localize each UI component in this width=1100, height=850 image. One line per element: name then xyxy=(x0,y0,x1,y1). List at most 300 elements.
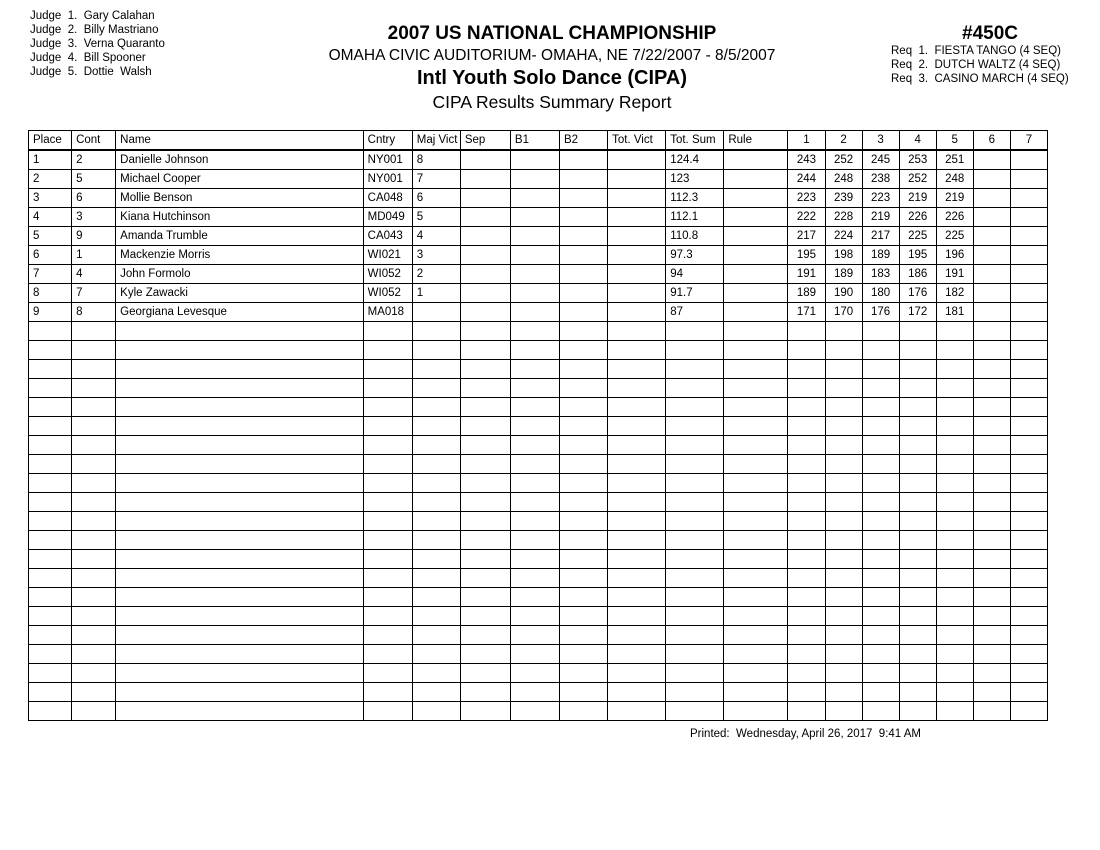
cell-sep xyxy=(460,626,510,645)
cell-tot-vict xyxy=(608,150,666,170)
cell-judge-7 xyxy=(1010,379,1047,398)
col-header-b2: B2 xyxy=(560,131,608,151)
cell-rule xyxy=(724,626,788,645)
cell-judge-1 xyxy=(788,493,825,512)
cell-judge-3 xyxy=(862,569,899,588)
cell-tot-sum xyxy=(666,531,724,550)
cell-name: Amanda Trumble xyxy=(116,227,363,246)
cell-judge-4 xyxy=(899,626,936,645)
cell-judge-4 xyxy=(899,341,936,360)
cell-b1 xyxy=(510,474,559,493)
cell-maj-vict: 7 xyxy=(412,170,460,189)
cell-cont xyxy=(72,398,116,417)
cell-judge-1: 191 xyxy=(788,265,825,284)
event-number: #450C xyxy=(962,23,1018,44)
cell-tot-vict xyxy=(608,189,666,208)
cell-judge-7 xyxy=(1010,208,1047,227)
cell-judge-7 xyxy=(1010,512,1047,531)
cell-name xyxy=(116,607,363,626)
cell-name xyxy=(116,588,363,607)
cell-cont xyxy=(72,607,116,626)
cell-cont: 7 xyxy=(72,284,116,303)
cell-judge-4: 186 xyxy=(899,265,936,284)
cell-judge-6 xyxy=(973,189,1010,208)
cell-cont xyxy=(72,417,116,436)
cell-tot-sum xyxy=(666,607,724,626)
cell-tot-sum xyxy=(666,588,724,607)
cell-sep xyxy=(460,303,510,322)
requirement-3: Req 3. CASINO MARCH (4 SEQ) xyxy=(891,73,1069,85)
cell-tot-vict xyxy=(608,417,666,436)
cell-maj-vict xyxy=(412,588,460,607)
cell-cont xyxy=(72,379,116,398)
cell-tot-vict xyxy=(608,493,666,512)
cell-judge-5 xyxy=(936,607,973,626)
cell-judge-5: 196 xyxy=(936,246,973,265)
cell-rule xyxy=(724,588,788,607)
cell-place xyxy=(29,341,72,360)
cell-b1 xyxy=(510,284,559,303)
cell-tot-vict xyxy=(608,683,666,702)
cell-judge-5 xyxy=(936,588,973,607)
cell-maj-vict: 3 xyxy=(412,246,460,265)
cell-tot-vict xyxy=(608,626,666,645)
cell-judge-2 xyxy=(825,683,862,702)
cell-maj-vict: 8 xyxy=(412,150,460,170)
cell-judge-2 xyxy=(825,626,862,645)
cell-cntry xyxy=(363,398,412,417)
cell-tot-sum: 123 xyxy=(666,170,724,189)
cell-tot-vict xyxy=(608,227,666,246)
cell-maj-vict xyxy=(412,455,460,474)
table-row-empty xyxy=(29,531,1048,550)
cell-judge-2 xyxy=(825,550,862,569)
cell-b2 xyxy=(560,436,608,455)
table-row-empty xyxy=(29,512,1048,531)
cell-b2 xyxy=(560,474,608,493)
cell-judge-1 xyxy=(788,398,825,417)
cell-place xyxy=(29,607,72,626)
cell-judge-5 xyxy=(936,436,973,455)
cell-sep xyxy=(460,550,510,569)
cell-judge-6 xyxy=(973,436,1010,455)
cell-judge-5: 248 xyxy=(936,170,973,189)
cell-judge-2 xyxy=(825,417,862,436)
cell-tot-sum: 112.1 xyxy=(666,208,724,227)
cell-cont: 2 xyxy=(72,150,116,170)
cell-judge-1 xyxy=(788,645,825,664)
cell-b1 xyxy=(510,664,559,683)
cell-judge-7 xyxy=(1010,607,1047,626)
cell-tot-vict xyxy=(608,607,666,626)
cell-b1 xyxy=(510,341,559,360)
cell-b1 xyxy=(510,322,559,341)
cell-name xyxy=(116,436,363,455)
cell-judge-2 xyxy=(825,436,862,455)
table-row xyxy=(29,265,1048,284)
cell-judge-1 xyxy=(788,626,825,645)
cell-name xyxy=(116,341,363,360)
cell-judge-3 xyxy=(862,322,899,341)
cell-judge-3 xyxy=(862,379,899,398)
cell-judge-2: 248 xyxy=(825,170,862,189)
cell-judge-7 xyxy=(1010,588,1047,607)
cell-sep xyxy=(460,265,510,284)
cell-tot-sum xyxy=(666,683,724,702)
table-row xyxy=(29,170,1048,189)
cell-name xyxy=(116,683,363,702)
col-header-maj-vict: Maj Vict xyxy=(412,131,460,151)
cell-sep xyxy=(460,189,510,208)
cell-judge-2: 239 xyxy=(825,189,862,208)
table-row-empty xyxy=(29,569,1048,588)
cell-judge-2: 190 xyxy=(825,284,862,303)
cell-cntry: MA018 xyxy=(363,303,412,322)
cell-b2 xyxy=(560,588,608,607)
cell-tot-vict xyxy=(608,398,666,417)
cell-cntry xyxy=(363,436,412,455)
cell-judge-7 xyxy=(1010,531,1047,550)
cell-cntry xyxy=(363,379,412,398)
cell-sep xyxy=(460,455,510,474)
cell-rule xyxy=(724,474,788,493)
cell-maj-vict xyxy=(412,569,460,588)
cell-name xyxy=(116,474,363,493)
cell-judge-2: 170 xyxy=(825,303,862,322)
cell-judge-4 xyxy=(899,322,936,341)
cell-judge-2: 224 xyxy=(825,227,862,246)
cell-rule xyxy=(724,322,788,341)
cell-judge-2 xyxy=(825,474,862,493)
cell-maj-vict: 5 xyxy=(412,208,460,227)
table-row-empty xyxy=(29,398,1048,417)
cell-name: Kiana Hutchinson xyxy=(116,208,363,227)
cell-sep xyxy=(460,474,510,493)
cell-judge-3: 176 xyxy=(862,303,899,322)
cell-tot-vict xyxy=(608,284,666,303)
cell-tot-vict xyxy=(608,341,666,360)
judge-3: Judge 3. Verna Quaranto xyxy=(30,38,165,50)
cell-rule xyxy=(724,398,788,417)
cell-b1 xyxy=(510,227,559,246)
cell-maj-vict xyxy=(412,436,460,455)
cell-maj-vict: 6 xyxy=(412,189,460,208)
cell-b2 xyxy=(560,512,608,531)
col-header-cont: Cont xyxy=(72,131,116,151)
cell-judge-7 xyxy=(1010,455,1047,474)
cell-b2 xyxy=(560,246,608,265)
cell-judge-5 xyxy=(936,341,973,360)
cell-sep xyxy=(460,607,510,626)
col-header-judge-3: 3 xyxy=(862,131,899,151)
cell-place xyxy=(29,455,72,474)
cell-cont xyxy=(72,341,116,360)
cell-rule xyxy=(724,683,788,702)
cell-judge-5 xyxy=(936,664,973,683)
cell-name: Danielle Johnson xyxy=(116,150,363,170)
cell-cont: 9 xyxy=(72,227,116,246)
cell-b1 xyxy=(510,588,559,607)
cell-judge-4: 172 xyxy=(899,303,936,322)
cell-tot-vict xyxy=(608,645,666,664)
cell-judge-4 xyxy=(899,550,936,569)
cell-sep xyxy=(460,208,510,227)
cell-name xyxy=(116,322,363,341)
cell-cont: 4 xyxy=(72,265,116,284)
cell-cont xyxy=(72,588,116,607)
cell-b2 xyxy=(560,626,608,645)
cell-b1 xyxy=(510,379,559,398)
cell-judge-5 xyxy=(936,455,973,474)
cell-tot-vict xyxy=(608,474,666,493)
cell-judge-7 xyxy=(1010,360,1047,379)
cell-b1 xyxy=(510,189,559,208)
cell-judge-2 xyxy=(825,702,862,721)
cell-maj-vict xyxy=(412,493,460,512)
cell-cont xyxy=(72,664,116,683)
cell-judge-5 xyxy=(936,531,973,550)
cell-name: Michael Cooper xyxy=(116,170,363,189)
cell-judge-7 xyxy=(1010,189,1047,208)
cell-tot-sum: 97.3 xyxy=(666,246,724,265)
cell-b2 xyxy=(560,398,608,417)
cell-cntry: NY001 xyxy=(363,150,412,170)
table-row-empty xyxy=(29,417,1048,436)
cell-judge-3 xyxy=(862,417,899,436)
cell-name xyxy=(116,550,363,569)
cell-rule xyxy=(724,227,788,246)
cell-judge-5 xyxy=(936,645,973,664)
cell-judge-2: 228 xyxy=(825,208,862,227)
cell-b1 xyxy=(510,417,559,436)
cell-judge-1 xyxy=(788,512,825,531)
cell-judge-7 xyxy=(1010,569,1047,588)
cell-place xyxy=(29,664,72,683)
cell-judge-5 xyxy=(936,322,973,341)
cell-judge-7 xyxy=(1010,341,1047,360)
col-header-tot-sum: Tot. Sum xyxy=(666,131,724,151)
cell-place xyxy=(29,569,72,588)
cell-judge-4 xyxy=(899,455,936,474)
cell-judge-5: 219 xyxy=(936,189,973,208)
cell-judge-2 xyxy=(825,512,862,531)
cell-judge-5 xyxy=(936,702,973,721)
cell-maj-vict xyxy=(412,341,460,360)
cell-cont xyxy=(72,493,116,512)
cell-judge-3 xyxy=(862,493,899,512)
cell-judge-2 xyxy=(825,455,862,474)
cell-judge-4: 226 xyxy=(899,208,936,227)
cell-b2 xyxy=(560,702,608,721)
cell-tot-vict xyxy=(608,360,666,379)
cell-tot-sum xyxy=(666,417,724,436)
cell-judge-7 xyxy=(1010,626,1047,645)
cell-judge-5 xyxy=(936,512,973,531)
cell-name xyxy=(116,455,363,474)
cell-maj-vict xyxy=(412,398,460,417)
cell-judge-1: 217 xyxy=(788,227,825,246)
cell-judge-7 xyxy=(1010,284,1047,303)
cell-tot-sum xyxy=(666,626,724,645)
cell-b2 xyxy=(560,150,608,170)
cell-maj-vict xyxy=(412,360,460,379)
table-row-empty xyxy=(29,341,1048,360)
cell-cntry xyxy=(363,550,412,569)
cell-b1 xyxy=(510,512,559,531)
cell-judge-4: 219 xyxy=(899,189,936,208)
cell-place xyxy=(29,588,72,607)
cell-name: John Formolo xyxy=(116,265,363,284)
cell-judge-6 xyxy=(973,303,1010,322)
cell-b2 xyxy=(560,189,608,208)
cell-judge-1 xyxy=(788,588,825,607)
cell-judge-3 xyxy=(862,455,899,474)
cell-rule xyxy=(724,189,788,208)
cell-b2 xyxy=(560,683,608,702)
cell-cont xyxy=(72,531,116,550)
cell-rule xyxy=(724,436,788,455)
cell-b1 xyxy=(510,265,559,284)
col-header-sep: Sep xyxy=(460,131,510,151)
cell-judge-4 xyxy=(899,512,936,531)
cell-cntry: WI052 xyxy=(363,265,412,284)
cell-judge-7 xyxy=(1010,493,1047,512)
cell-cntry xyxy=(363,607,412,626)
requirement-1: Req 1. FIESTA TANGO (4 SEQ) xyxy=(891,45,1061,57)
cell-judge-2 xyxy=(825,360,862,379)
cell-tot-sum xyxy=(666,341,724,360)
cell-cntry xyxy=(363,360,412,379)
cell-judge-3: 180 xyxy=(862,284,899,303)
cell-cntry xyxy=(363,455,412,474)
cell-judge-7 xyxy=(1010,322,1047,341)
cell-rule xyxy=(724,607,788,626)
cell-judge-6 xyxy=(973,588,1010,607)
cell-place: 7 xyxy=(29,265,72,284)
championship-title: 2007 US NATIONAL CHAMPIONSHIP xyxy=(387,23,717,44)
col-header-judge-2: 2 xyxy=(825,131,862,151)
cell-name: Mollie Benson xyxy=(116,189,363,208)
cell-judge-3 xyxy=(862,664,899,683)
cell-judge-3 xyxy=(862,360,899,379)
cell-sep xyxy=(460,531,510,550)
cell-cntry: CA048 xyxy=(363,189,412,208)
cell-cont xyxy=(72,645,116,664)
cell-cont xyxy=(72,436,116,455)
cell-sep xyxy=(460,150,510,170)
event-title: Intl Youth Solo Dance (CIPA) xyxy=(417,67,687,89)
table-row-empty xyxy=(29,683,1048,702)
table-header-row xyxy=(29,131,1048,151)
cell-cont: 8 xyxy=(72,303,116,322)
cell-sep xyxy=(460,284,510,303)
cell-sep xyxy=(460,417,510,436)
col-header-cntry: Cntry xyxy=(363,131,412,151)
cell-judge-6 xyxy=(973,322,1010,341)
cell-judge-3 xyxy=(862,607,899,626)
cell-judge-2 xyxy=(825,588,862,607)
table-row-empty xyxy=(29,379,1048,398)
col-header-judge-1: 1 xyxy=(788,131,825,151)
cell-judge-4 xyxy=(899,398,936,417)
cell-judge-4: 253 xyxy=(899,150,936,170)
judge-2: Judge 2. Billy Mastriano xyxy=(30,24,159,36)
cell-sep xyxy=(460,360,510,379)
table-row-empty xyxy=(29,322,1048,341)
cell-judge-1 xyxy=(788,550,825,569)
cell-judge-4 xyxy=(899,360,936,379)
cell-maj-vict xyxy=(412,322,460,341)
cell-cntry xyxy=(363,702,412,721)
cell-judge-1 xyxy=(788,569,825,588)
cell-name xyxy=(116,379,363,398)
cell-cntry: NY001 xyxy=(363,170,412,189)
cell-tot-sum: 110.8 xyxy=(666,227,724,246)
cell-cntry: CA043 xyxy=(363,227,412,246)
cell-place xyxy=(29,417,72,436)
cell-b2 xyxy=(560,645,608,664)
judges-list xyxy=(30,9,165,79)
cell-place: 9 xyxy=(29,303,72,322)
cell-sep xyxy=(460,436,510,455)
results-table xyxy=(28,130,1048,721)
col-header-judge-7: 7 xyxy=(1010,131,1047,151)
cell-judge-4 xyxy=(899,436,936,455)
cell-judge-6 xyxy=(973,493,1010,512)
cell-judge-6 xyxy=(973,531,1010,550)
cell-cont xyxy=(72,360,116,379)
cell-cont xyxy=(72,702,116,721)
cell-place xyxy=(29,436,72,455)
cell-cont: 3 xyxy=(72,208,116,227)
table-row-empty xyxy=(29,702,1048,721)
cell-b1 xyxy=(510,702,559,721)
cell-judge-7 xyxy=(1010,645,1047,664)
cell-judge-1: 222 xyxy=(788,208,825,227)
cell-maj-vict xyxy=(412,512,460,531)
cell-b2 xyxy=(560,284,608,303)
cell-judge-1 xyxy=(788,379,825,398)
cell-judge-1 xyxy=(788,436,825,455)
cell-b2 xyxy=(560,303,608,322)
cell-judge-3: 189 xyxy=(862,246,899,265)
cell-judge-7 xyxy=(1010,150,1047,170)
cell-judge-3: 183 xyxy=(862,265,899,284)
cell-name xyxy=(116,398,363,417)
report-title: CIPA Results Summary Report xyxy=(432,92,672,112)
cell-name xyxy=(116,493,363,512)
cell-rule xyxy=(724,265,788,284)
cell-judge-3: 238 xyxy=(862,170,899,189)
cell-sep xyxy=(460,702,510,721)
cell-maj-vict xyxy=(412,379,460,398)
venue-dates: OMAHA CIVIC AUDITORIUM- OMAHA, NE 7/22/2007 - 8/5/2007 xyxy=(328,47,776,64)
cell-judge-2: 198 xyxy=(825,246,862,265)
cell-b1 xyxy=(510,607,559,626)
table-row-empty xyxy=(29,645,1048,664)
cell-judge-5 xyxy=(936,474,973,493)
judge-4: Judge 4. Bill Spooner xyxy=(30,52,146,64)
cell-cont xyxy=(72,322,116,341)
cell-tot-vict xyxy=(608,170,666,189)
cell-name xyxy=(116,626,363,645)
cell-b1 xyxy=(510,246,559,265)
cell-maj-vict: 1 xyxy=(412,284,460,303)
cell-judge-5 xyxy=(936,398,973,417)
requirements-list xyxy=(891,44,1069,86)
cell-place xyxy=(29,360,72,379)
cell-maj-vict xyxy=(412,626,460,645)
